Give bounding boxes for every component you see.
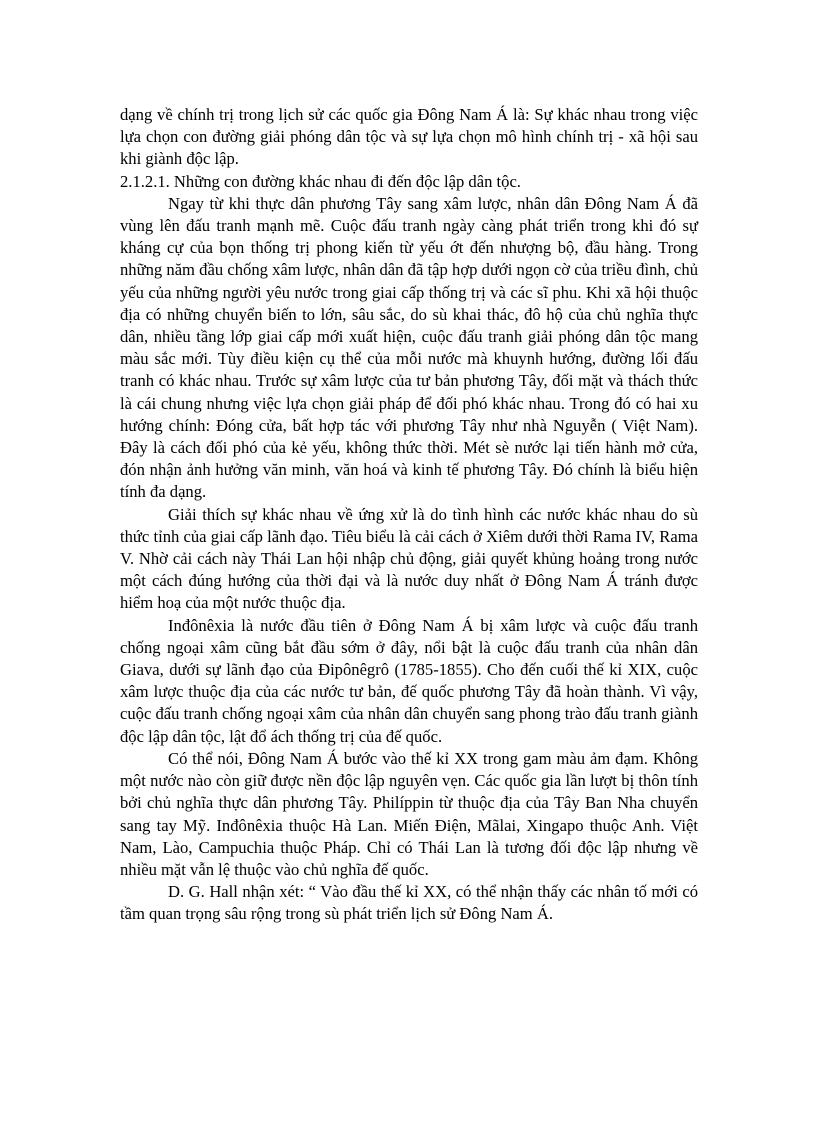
document-page <box>120 104 698 926</box>
paragraph-indonesia: Inđônêxia là nước đầu tiên ở Đông Nam Á bị xâm lược và cuộc đấu tranh chống ngoại xâm cũng bắt đầu sớm ở đây, nổi bật là cuộc đấu tranh của nhân dân Giava, dưới sự lãnh đạo của Đipônêgrô (1785-1855). Cho đến cuối thế kỉ XIX, cuộc xâm lược thuộc địa của các nước tư bản, đế quốc phương Tây đã hoàn thành. Vì vậy, cuộc đấu tranh chống ngoại xâm của nhân dân chuyển sang phong trào đấu tranh giành độc lập dân tộc, lật đổ ách thống trị của đế quốc. <box>120 615 698 746</box>
paragraph-intro-continuation: dạng về chính trị trong lịch sử các quốc gia Đông Nam Á là: Sự khác nhau trong việc lựa chọn con đường giải phóng dân tộc và sự lựa chọn mô hình chính trị - xã hội sau khi giành độc lập. <box>120 105 698 169</box>
paragraph-thailand-reform: Giải thích sự khác nhau về ứng xử là do tình hình các nước khác nhau do sù thức tỉnh của giai cấp lãnh đạo. Tiêu biểu là cải cách ở Xiêm dưới thời Rama IV, Rama V. Nhờ cải cách này Thái Lan hội nhập chủ động, giải quyết khủng hoảng trong nước một cách đúng hướng của thời đại và là nước duy nhất ở Đông Nam Á tránh được hiểm hoạ của một nước thuộc địa. <box>120 504 698 613</box>
paragraph-twentieth-century: Có thể nói, Đông Nam Á bước vào thế kỉ XX trong gam màu ảm đạm. Không một nước nào còn giữ được nền độc lập nguyên vẹn. Các quốc gia lần lượt bị thôn tính bởi chủ nghĩa thực dân phương Tây. Philíppin từ thuộc địa của Tây Ban Nha chuyển sang tay Mỹ. Inđônêxia thuộc Hà Lan. Miến Điện, Mãlai, Xingapo thuộc Anh. Việt Nam, Lào, Campuchia thuộc Pháp. Chỉ có Thái Lan là tương đối độc lập nhưng về nhiều mặt vẫn lệ thuộc vào chủ nghĩa đế quốc. <box>120 748 698 879</box>
paragraph-resistance: Ngay từ khi thực dân phương Tây sang xâm lược, nhân dân Đông Nam Á đã vùng lên đấu tranh mạnh mẽ. Cuộc đấu tranh ngày càng phát triển trong khi đó sự kháng cự của bọn thống trị phong kiến từ yếu ớt đến nhượng bộ, đầu hàng. Trong những năm đầu chống xâm lược, nhân dân đã tập hợp dưới ngọn cờ của triều đình, chủ yếu của những người yêu nước trong giai cấp thống trị và các sĩ phu. Khi xã hội thuộc địa có những chuyển biến to lớn, sâu sắc, do sù khai thác, đô hộ của chủ nghĩa thực dân, nhiều tầng lớp giai cấp mới xuất hiện, cuộc đấu tranh giải phóng dân tộc mang màu sắc mới. Tùy điều kiện cụ thể của mỗi nước mà khuynh hướng, đường lối đấu tranh có khác nhau. Trước sự xâm lược của tư bản phương Tây, đối mặt và thách thức là cái chung nhưng việc lựa chọn giải pháp để đối phó khác nhau. Trong đó có hai xu hướng chính: Đóng cửa, bất hợp tác với phương Tây như nhà Nguyễn ( Việt Nam). Đây là cách đối phó của kẻ yếu, không thức thời. Mét sè nước lại tiến hành mở cửa, đón nhận ảnh hưởng văn minh, văn hoá và kinh tế phương Tây. Đó chính là biểu hiện tính đa dạng. <box>120 193 698 502</box>
section-heading: 2.1.2.1. Những con đường khác nhau đi đến độc lập dân tộc. <box>120 171 521 191</box>
paragraph-hall-quote: D. G. Hall nhận xét: “ Vào đầu thế kỉ XX, có thể nhận thấy các nhân tố mới có tầm quan trọng sâu rộng trong sù phát triển lịch sử Đông Nam Á. <box>120 882 698 924</box>
